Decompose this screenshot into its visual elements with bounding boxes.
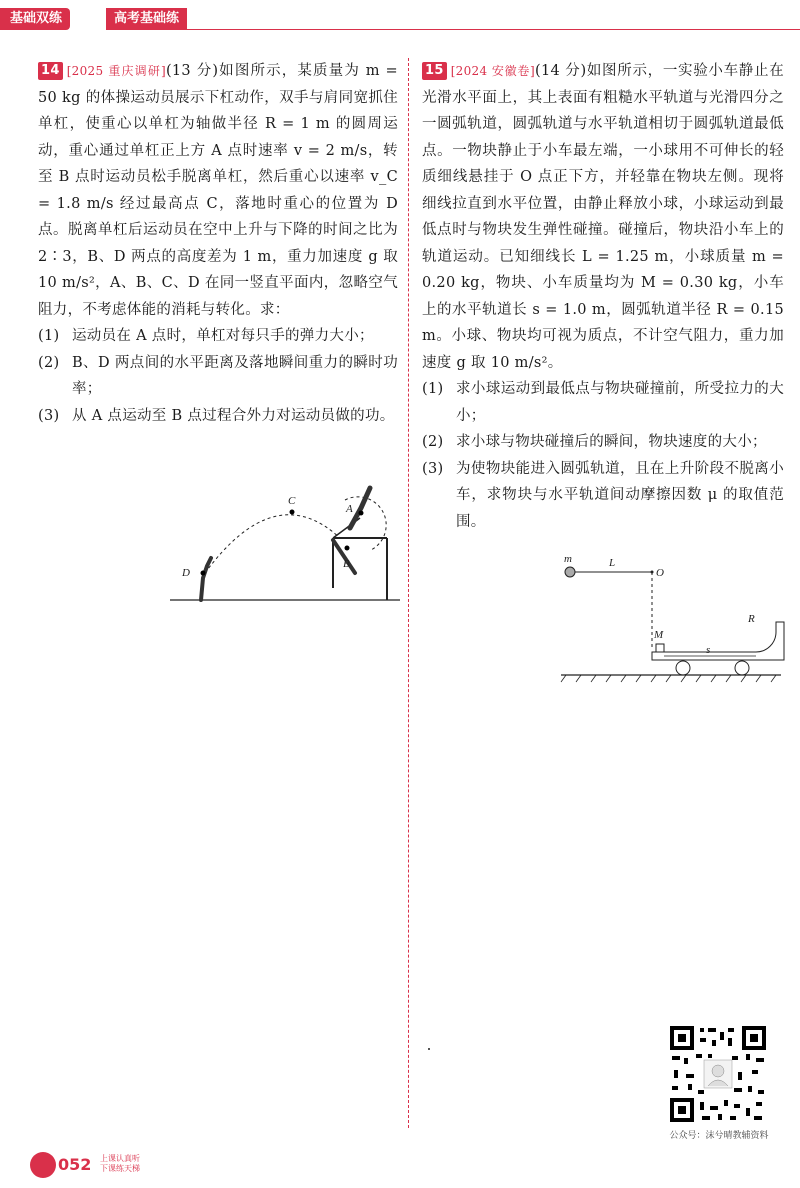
stray-mark xyxy=(428,1048,430,1050)
q14-source: [2025 重庆调研] xyxy=(66,64,166,78)
label-m-upper: M xyxy=(654,629,664,641)
q15-sub-2-text: 求小球与物块碰撞后的瞬间，物块速度的大小； xyxy=(456,434,767,450)
q15-number: 15 xyxy=(422,62,447,80)
point-d-dot xyxy=(201,571,206,576)
label-c: C xyxy=(288,495,296,507)
q14-score: (13 分) xyxy=(165,63,219,79)
wheel-right xyxy=(735,661,749,675)
label-m-lower: m xyxy=(564,553,572,565)
label-l: L xyxy=(609,557,616,569)
q15-sub-2 xyxy=(422,429,784,456)
subsection-tag: 高考基础练 xyxy=(106,8,187,30)
landing-gymnast-figure xyxy=(201,558,211,600)
section-tag: 基础双练 xyxy=(0,8,70,30)
page-number: 052 xyxy=(58,1155,92,1174)
q14-sub-3 xyxy=(38,403,398,430)
q14-sub-2 xyxy=(38,350,398,403)
qr-caption: 公众号：沫兮晴教辅资料 xyxy=(669,1131,769,1141)
point-b-dot xyxy=(345,546,350,551)
q14-number: 14 xyxy=(38,62,63,80)
q14-sub-1-label: (1) xyxy=(38,328,60,344)
q15-figure xyxy=(556,552,786,692)
q14-stem xyxy=(38,58,398,323)
q15-sub-3-text: 为使物块能进入圆弧轨道，且在上升阶段不脱离小车，求物块与水平轨道间动摩擦因数 μ 的取值范围。 xyxy=(456,460,784,530)
q15-stem xyxy=(422,58,784,376)
label-d: D xyxy=(182,567,190,579)
q14-sub-3-text: 从 A 点运动至 B 点过程合外力对运动员做的功。 xyxy=(72,407,395,424)
q15-sub-3 xyxy=(422,456,784,536)
q14-sub-2-label: (2) xyxy=(38,354,60,371)
point-a-dot xyxy=(359,511,364,516)
point-c-dot xyxy=(290,510,295,515)
label-o: O xyxy=(656,567,664,579)
label-b: B xyxy=(343,558,350,570)
question-15 xyxy=(422,58,784,535)
label-a: A xyxy=(346,503,353,515)
gymnast-upper-figure xyxy=(350,488,370,528)
column-divider xyxy=(408,58,409,1128)
ball-m xyxy=(565,567,575,577)
footer-mascot-icon xyxy=(30,1152,56,1178)
q15-sub-2-label: (2) xyxy=(422,434,444,450)
q15-sub-3-label: (3) xyxy=(422,460,444,477)
trajectory-curve xyxy=(205,515,340,573)
question-14 xyxy=(38,58,398,429)
q15-sub-1-text: 求小球运动到最低点与物块碰撞前，所受拉力的大小； xyxy=(456,381,784,424)
q14-figure xyxy=(165,478,405,608)
page-header xyxy=(0,0,800,34)
label-r: R xyxy=(748,613,755,625)
qr-code[interactable] xyxy=(668,1024,768,1124)
wheel-left xyxy=(676,661,690,675)
floor-hatching xyxy=(561,675,776,682)
q14-sub-1 xyxy=(38,323,398,350)
q15-sub-1 xyxy=(422,376,784,429)
cart-body xyxy=(652,622,784,660)
q14-sub-3-label: (3) xyxy=(38,407,60,424)
label-s: s xyxy=(706,644,711,656)
header-rule xyxy=(106,29,800,30)
q14-body: 如图所示，某质量为 m = 50 kg 的体操运动员展示下杠动作，双手与肩同宽抓住单杠，使重心以单杠为轴做半径 R = 1 m 的圆周运动，重心通过单杠正上方 A 点时速率 v = 2 m/s，转至 B 点时运动员松手脱离单杠，然后重心以速率 v_C = 1.8 m/s 经过最高点 C，落地时重心的位置为 D 点。脱离单杠后运动员在空中上升与下降的时间之比为 2∶3，B、D 两点的高度差为 1 m，重力加速度 g 取 10 m/s²，A、B、C、D 在同一竖直平面内，忽略空气阻力，不考虑体能的消耗与转化。求： xyxy=(38,63,398,318)
q15-body: 如图所示，一实验小车静止在光滑水平面上，其上表面有粗糙水平轨道与光滑四分之一圆弧轨道，圆弧轨道与水平轨道相切于圆弧轨道最低点。一物块静止于小车最左端，一小球用不可伸长的轻质细线悬挂于 O 点正下方，并轻靠在物块左侧。现将细线拉直到水平位置，由静止释放小球，小球运动到最低点时与物块发生弹性碰撞。碰撞后，物块沿小车上的轨道运动。已知细线长 L = 1.25 m，小球质量 m = 0.20 kg，物块、小车质量均为 M = 0.30 kg，小车上的水平轨道长 s = 1.0 m，圆弧轨道半径 R = 0.15 m。小球、物块均可视为质点，不计空气阻力，重力加速度 g 取 10 m/s²。 xyxy=(422,63,784,371)
q14-sub-1-text: 运动员在 A 点时，单杠对每只手的弹力大小； xyxy=(72,328,374,344)
q14-sub-2-text: B、D 两点间的水平距离及落地瞬间重力的瞬时功率； xyxy=(72,354,398,397)
block-m xyxy=(656,644,664,652)
q15-score: (14 分) xyxy=(535,63,587,79)
q15-source: [2024 安徽卷] xyxy=(450,64,535,78)
footer-slogan: 上课认真听 下课练天梯 xyxy=(100,1154,140,1173)
q15-sub-1-label: (1) xyxy=(422,381,444,397)
